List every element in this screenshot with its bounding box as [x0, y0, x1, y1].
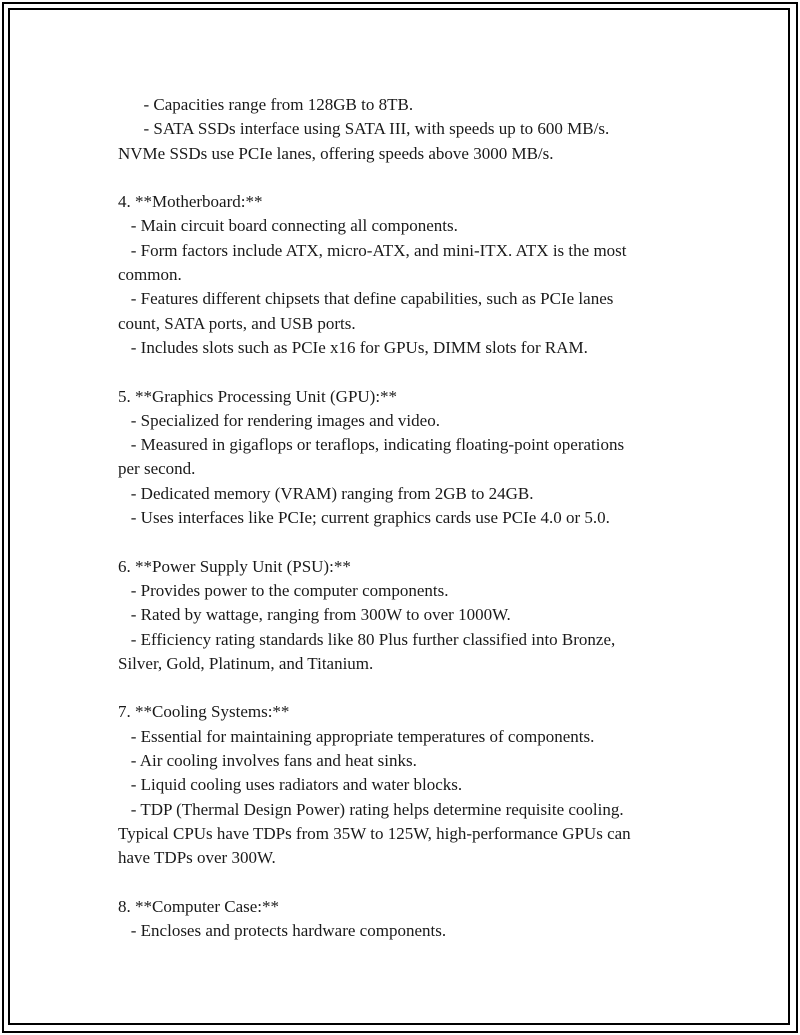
text-line: 8. **Computer Case:** — [118, 896, 280, 916]
text-line: - Form factors include ATX, micro-ATX, and mini-ITX. ATX is the most — [118, 240, 627, 260]
text-line: - Efficiency rating standards like 80 Plus further classified into Bronze, — [118, 629, 616, 649]
text-line: Silver, Gold, Platinum, and Titanium. — [118, 653, 374, 673]
text-line: - Dedicated memory (VRAM) ranging from 2GB to 24GB. — [118, 483, 534, 503]
blank-line — [118, 166, 688, 190]
text-line: Typical CPUs have TDPs from 35W to 125W, high-performance GPUs can — [118, 823, 631, 843]
text-line: 6. **Power Supply Unit (PSU):** — [118, 556, 351, 576]
text-line: NVMe SSDs use PCIe lanes, offering speeds above 3000 MB/s. — [118, 143, 554, 163]
document-body — [118, 93, 688, 943]
text-line: common. — [118, 265, 182, 285]
text-line: - Liquid cooling uses radiators and water blocks. — [118, 775, 463, 795]
text-line: - Rated by wattage, ranging from 300W to over 1000W. — [118, 605, 511, 625]
text-line: - Features different chipsets that define capabilities, such as PCIe lanes — [118, 289, 614, 309]
text-line: - Includes slots such as PCIe x16 for GPUs, DIMM slots for RAM. — [118, 337, 588, 357]
text-line: - SATA SSDs interface using SATA III, with speeds up to 600 MB/s. — [118, 119, 610, 139]
text-line: - Essential for maintaining appropriate temperatures of components. — [118, 726, 595, 746]
blank-line — [118, 360, 688, 384]
text-line: 5. **Graphics Processing Unit (GPU):** — [118, 386, 398, 406]
text-line: - Main circuit board connecting all components. — [118, 216, 458, 236]
text-line: - Measured in gigaflops or teraflops, indicating floating-point operations — [118, 435, 625, 455]
text-line: - TDP (Thermal Design Power) rating helps determine requisite cooling. — [118, 799, 624, 819]
text-line: - Uses interfaces like PCIe; current graphics cards use PCIe 4.0 or 5.0. — [118, 508, 610, 528]
text-line: 4. **Motherboard:** — [118, 192, 263, 212]
text-line: - Provides power to the computer components. — [118, 580, 449, 600]
blank-line — [118, 676, 688, 700]
blank-line — [118, 530, 688, 554]
text-line: - Specialized for rendering images and video. — [118, 410, 440, 430]
text-line: per second. — [118, 459, 196, 479]
blank-line — [118, 871, 688, 895]
text-line: - Encloses and protects hardware components. — [118, 921, 447, 941]
text-line: have TDPs over 300W. — [118, 848, 276, 868]
text-line: - Air cooling involves fans and heat sinks. — [118, 751, 417, 771]
text-line: 7. **Cooling Systems:** — [118, 702, 290, 722]
text-line: - Capacities range from 128GB to 8TB. — [118, 95, 414, 114]
text-line: count, SATA ports, and USB ports. — [118, 313, 356, 333]
